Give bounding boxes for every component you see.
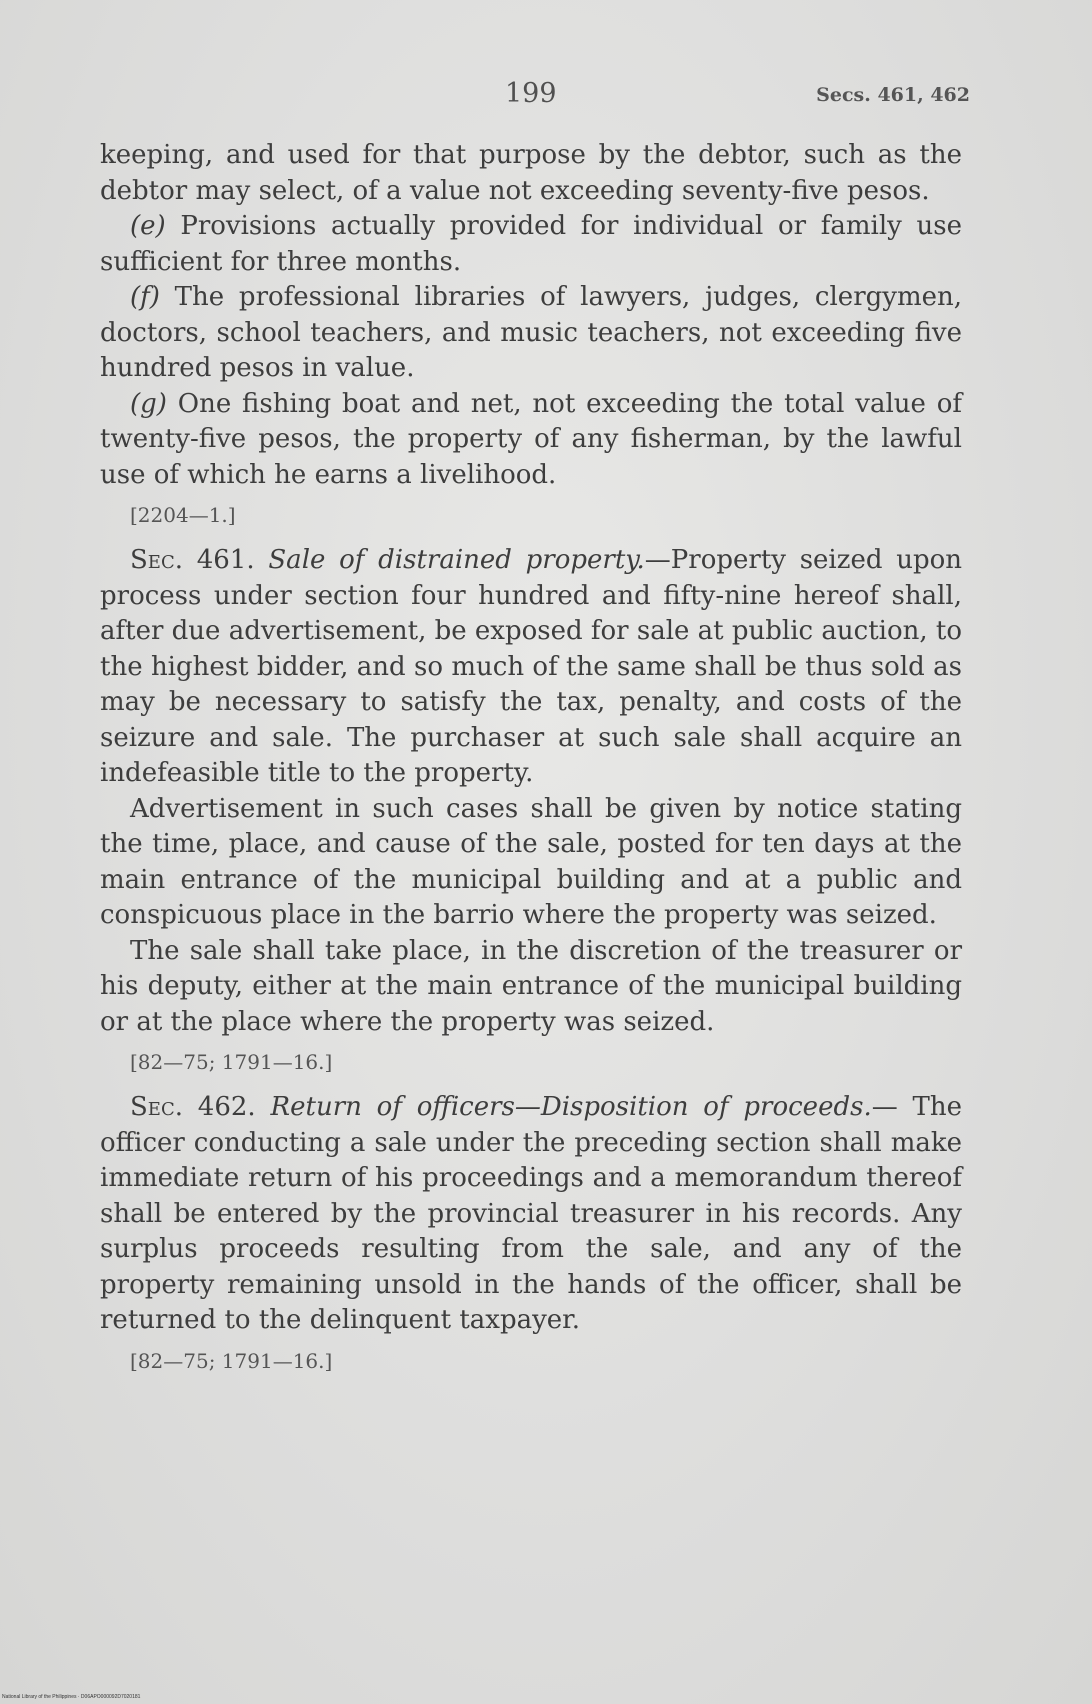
section-461-paragraph: [100, 543, 962, 792]
item-f-paragraph: [100, 280, 962, 387]
item-e-letter: (e): [130, 211, 166, 241]
section-462-title: Return of officers—Disposition of proceeds.: [270, 1092, 872, 1122]
citation-82-75-b: [82—75; 1791—16.]: [130, 1348, 333, 1373]
document-body: [100, 138, 962, 1389]
section-461-title: Sale of distrained property.: [268, 545, 645, 575]
sale-place-paragraph: The sale shall take place, in the discretion of the treasurer or his deputy, either at the main entrance of the municipal building or at the place where the property was seized.: [100, 935, 962, 1037]
advertisement-paragraph: Advertisement in such cases shall be given by notice stating the time, place, and cause of the sale, posted for ten days at the main entrance of the municipal building and at a public and conspicuous place in the barrio where the property was seized.: [100, 793, 962, 930]
section-462-label: Sec. 462.: [130, 1092, 256, 1122]
section-461-text: —Property seized upon process under section four hundred and fifty-nine hereof shall, after due advertisement, be exposed for sale at public auction, to the highest bidder, and so much of the same shall be thus sold as may be necessary to satisfy the tax, penalty, and costs of the seizure and sale. The purchaser at such sale shall acquire an indefeasible title to the property.: [100, 545, 963, 788]
library-attribution: National Library of the Philippines · D06APO000092D7020181: [2, 1694, 141, 1700]
section-462-text: — The officer conducting a sale under the preceding section shall make immediate return of his proceedings and a memorandum thereof shall be entered by the provincial treasurer in his records. Any surplus proceeds resulting from the sale, and any of the property remaining unsold in the hands of the officer, shall be returned to the delinquent taxpayer.: [100, 1092, 963, 1335]
item-g-paragraph: [100, 387, 962, 494]
citation-82-75-a: [82—75; 1791—16.]: [130, 1050, 333, 1074]
continuation-paragraph: keeping, and used for that purpose by the debtor, such as the debtor may select, of a value not exceeding seventy-five pesos.: [100, 140, 962, 206]
running-head-sections: Secs. 461, 462: [816, 84, 970, 106]
item-f-text: The professional libraries of lawyers, judges, clergymen, doctors, school teachers, and music teachers, not exceeding five hundred pesos in value.: [100, 282, 962, 383]
item-g-text: One fishing boat and net, not exceeding the total value of twenty-five pesos, the property of any fisherman, by the lawful use of which he earns a livelihood.: [100, 388, 962, 490]
page-number: 199: [505, 78, 557, 109]
item-e-text: Provisions actually provided for individual or family use sufficient for three months.: [100, 211, 962, 277]
item-g-letter: (g): [130, 388, 167, 419]
item-e-paragraph: [100, 209, 962, 280]
page-header: [100, 78, 970, 118]
item-f-letter: (f): [130, 282, 160, 312]
section-462-paragraph: [100, 1090, 962, 1339]
section-461-label: Sec. 461.: [130, 545, 255, 575]
citation-2204: [2204—1.]: [130, 503, 236, 527]
